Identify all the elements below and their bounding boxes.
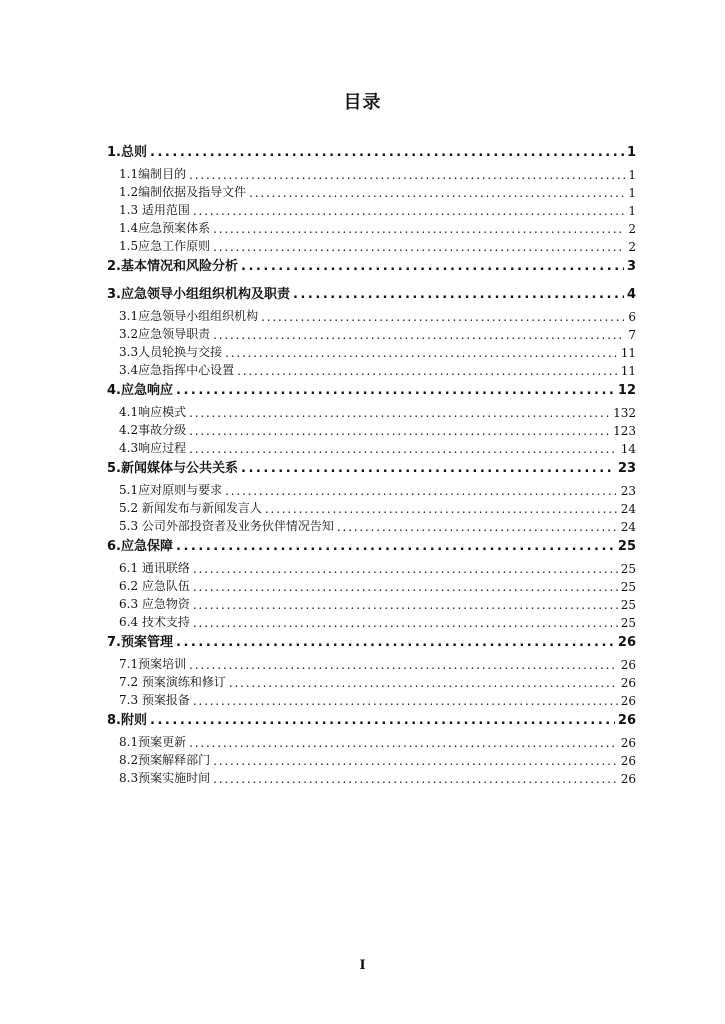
toc-entry-label: 7.预案管理 xyxy=(107,635,173,650)
toc-entry-page: 1 xyxy=(628,204,636,218)
toc-entry-level2[interactable] xyxy=(107,218,636,236)
dot-leader xyxy=(176,539,615,554)
toc-entry-page: 26 xyxy=(617,713,636,728)
dot-leader xyxy=(261,310,625,324)
toc-entry-page: 26 xyxy=(620,736,636,750)
dot-leader xyxy=(189,442,618,456)
dot-leader xyxy=(249,186,625,200)
toc-entry-level2[interactable] xyxy=(107,576,636,594)
dot-leader xyxy=(213,240,625,254)
toc-entry-level2[interactable] xyxy=(107,594,636,612)
toc-entry-page: 25 xyxy=(620,562,636,576)
toc-entry-page: 1 xyxy=(626,145,636,160)
toc-entry-page: 26 xyxy=(620,754,636,768)
toc-entry-label: 5.新闻媒体与公共关系 xyxy=(107,461,238,476)
toc-entry-page: 7 xyxy=(628,328,636,342)
toc-entry-level2[interactable] xyxy=(107,690,636,708)
toc-entry-label: 1.1编制目的 xyxy=(119,167,187,181)
toc-entry-page: 24 xyxy=(620,520,636,534)
dot-leader xyxy=(193,694,618,708)
toc-entry-level1[interactable] xyxy=(107,282,636,302)
toc-entry-level2[interactable] xyxy=(107,306,636,324)
dot-leader xyxy=(213,754,618,768)
dot-leader xyxy=(193,580,618,594)
toc-entry-page: 26 xyxy=(620,772,636,786)
dot-leader xyxy=(213,328,625,342)
toc-entry-label: 6.4 技术支持 xyxy=(119,615,190,629)
toc-entry-page: 6 xyxy=(628,310,636,324)
dot-leader xyxy=(265,502,618,516)
toc-entry-page: 1 xyxy=(628,168,636,182)
toc-entry-label: 8.3预案实施时间 xyxy=(119,771,211,785)
toc-entry-level2[interactable] xyxy=(107,558,636,576)
toc-entry-label: 5.2 新闻发布与新闻发言人 xyxy=(119,501,262,515)
toc-entry-level2[interactable] xyxy=(107,402,636,420)
toc-entry-label: 3.应急领导小组组织机构及职责 xyxy=(107,287,290,302)
dot-leader xyxy=(189,658,618,672)
toc-entry-level2[interactable] xyxy=(107,164,636,182)
toc-entry-level1[interactable] xyxy=(107,708,636,728)
toc-entry-level2[interactable] xyxy=(107,438,636,456)
toc-entry-page: 3 xyxy=(626,259,636,274)
dot-leader xyxy=(176,635,615,650)
toc-entry-page: 132 xyxy=(613,406,636,420)
toc-entry-page: 23 xyxy=(620,484,636,498)
toc-entry-label: 3.3人员轮换与交接 xyxy=(119,345,223,359)
toc-entry-page: 2 xyxy=(628,222,636,236)
toc-entry-level1[interactable] xyxy=(107,140,636,160)
table-of-contents xyxy=(107,140,636,786)
toc-entry-label: 1.总则 xyxy=(107,145,147,160)
toc-entry-label: 8.附则 xyxy=(107,713,147,728)
dot-leader xyxy=(293,287,624,302)
toc-entry-label: 2.基本情况和风险分析 xyxy=(107,259,238,274)
toc-entry-label: 1.4应急预案体系 xyxy=(119,221,211,235)
toc-entry-page: 26 xyxy=(620,694,636,708)
toc-entry-label: 3.4应急指挥中心设置 xyxy=(119,363,235,377)
toc-entry-label: 7.2 预案演练和修订 xyxy=(119,675,226,689)
toc-entry-page: 26 xyxy=(617,635,636,650)
dot-leader xyxy=(189,406,610,420)
toc-entry-page: 11 xyxy=(620,346,636,360)
toc-entry-level2[interactable] xyxy=(107,654,636,672)
toc-entry-page: 26 xyxy=(620,658,636,672)
dot-leader xyxy=(189,424,610,438)
toc-entry-level2[interactable] xyxy=(107,420,636,438)
toc-entry-page: 1 xyxy=(628,186,636,200)
dot-leader xyxy=(241,259,624,274)
toc-entry-label: 6.3 应急物资 xyxy=(119,597,190,611)
toc-entry-label: 7.3 预案报备 xyxy=(119,693,190,707)
toc-entry-level2[interactable] xyxy=(107,182,636,200)
dot-leader xyxy=(150,713,615,728)
toc-entry-level2[interactable] xyxy=(107,200,636,218)
toc-entry-page: 26 xyxy=(620,676,636,690)
dot-leader xyxy=(193,616,618,630)
toc-entry-level2[interactable] xyxy=(107,342,636,360)
toc-entry-label: 4.应急响应 xyxy=(107,383,173,398)
toc-entry-page: 25 xyxy=(620,616,636,630)
toc-entry-level2[interactable] xyxy=(107,516,636,534)
toc-entry-level2[interactable] xyxy=(107,612,636,630)
toc-entry-page: 11 xyxy=(620,364,636,378)
toc-entry-label: 1.3 适用范围 xyxy=(119,203,190,217)
toc-entry-label: 5.1应对原则与要求 xyxy=(119,483,223,497)
dot-leader xyxy=(229,676,618,690)
toc-entry-level2[interactable] xyxy=(107,672,636,690)
toc-entry-label: 3.2应急领导职责 xyxy=(119,327,211,341)
toc-entry-level2[interactable] xyxy=(107,480,636,498)
dot-leader xyxy=(176,383,615,398)
toc-entry-level2[interactable] xyxy=(107,750,636,768)
toc-entry-level2[interactable] xyxy=(107,236,636,254)
dot-leader xyxy=(241,461,615,476)
toc-entry-level1[interactable] xyxy=(107,534,636,554)
toc-entry-page: 2 xyxy=(628,240,636,254)
toc-entry-level1[interactable] xyxy=(107,378,636,398)
toc-entry-label: 4.3响应过程 xyxy=(119,441,187,455)
toc-entry-label: 1.5应急工作原则 xyxy=(119,239,211,253)
toc-entry-page: 25 xyxy=(620,598,636,612)
toc-entry-level2[interactable] xyxy=(107,732,636,750)
dot-leader xyxy=(150,145,624,160)
toc-entry-page: 12 xyxy=(617,383,636,398)
toc-entry-page: 4 xyxy=(626,287,636,302)
dot-leader xyxy=(213,222,625,236)
toc-entry-page: 25 xyxy=(620,580,636,594)
toc-entry-page: 25 xyxy=(617,539,636,554)
toc-entry-level2[interactable] xyxy=(107,360,636,378)
dot-leader xyxy=(213,772,618,786)
toc-entry-label: 4.1响应模式 xyxy=(119,405,187,419)
dot-leader xyxy=(337,520,618,534)
toc-entry-label: 8.1预案更新 xyxy=(119,735,187,749)
toc-entry-label: 6.2 应急队伍 xyxy=(119,579,190,593)
page-title: 目录 xyxy=(343,92,382,113)
dot-leader xyxy=(225,484,618,498)
toc-entry-page: 24 xyxy=(620,502,636,516)
page-number: I xyxy=(359,958,366,973)
toc-entry-level2[interactable] xyxy=(107,324,636,342)
dot-leader xyxy=(193,204,625,218)
toc-entry-level2[interactable] xyxy=(107,768,636,786)
toc-entry-label: 1.2编制依据及指导文件 xyxy=(119,185,247,199)
toc-entry-page: 14 xyxy=(620,442,636,456)
toc-entry-page: 23 xyxy=(617,461,636,476)
dot-leader xyxy=(193,598,618,612)
toc-entry-level1[interactable] xyxy=(107,254,636,274)
toc-entry-label: 5.3 公司外部投资者及业务伙伴情况告知 xyxy=(119,519,334,533)
toc-entry-label: 7.1预案培训 xyxy=(119,657,187,671)
toc-entry-label: 8.2预案解释部门 xyxy=(119,753,211,767)
toc-entry-level1[interactable] xyxy=(107,630,636,650)
toc-entry-page: 123 xyxy=(613,424,636,438)
toc-entry-label: 4.2事故分级 xyxy=(119,423,187,437)
dot-leader xyxy=(193,562,618,576)
toc-entry-level1[interactable] xyxy=(107,456,636,476)
toc-entry-label: 3.1应急领导小组组织机构 xyxy=(119,309,259,323)
dot-leader xyxy=(237,364,618,378)
toc-entry-label: 6.1 通讯联络 xyxy=(119,561,190,575)
dot-leader xyxy=(189,168,625,182)
toc-entry-level2[interactable] xyxy=(107,498,636,516)
toc-entry-label: 6.应急保障 xyxy=(107,539,173,554)
dot-leader xyxy=(189,736,618,750)
dot-leader xyxy=(225,346,618,360)
